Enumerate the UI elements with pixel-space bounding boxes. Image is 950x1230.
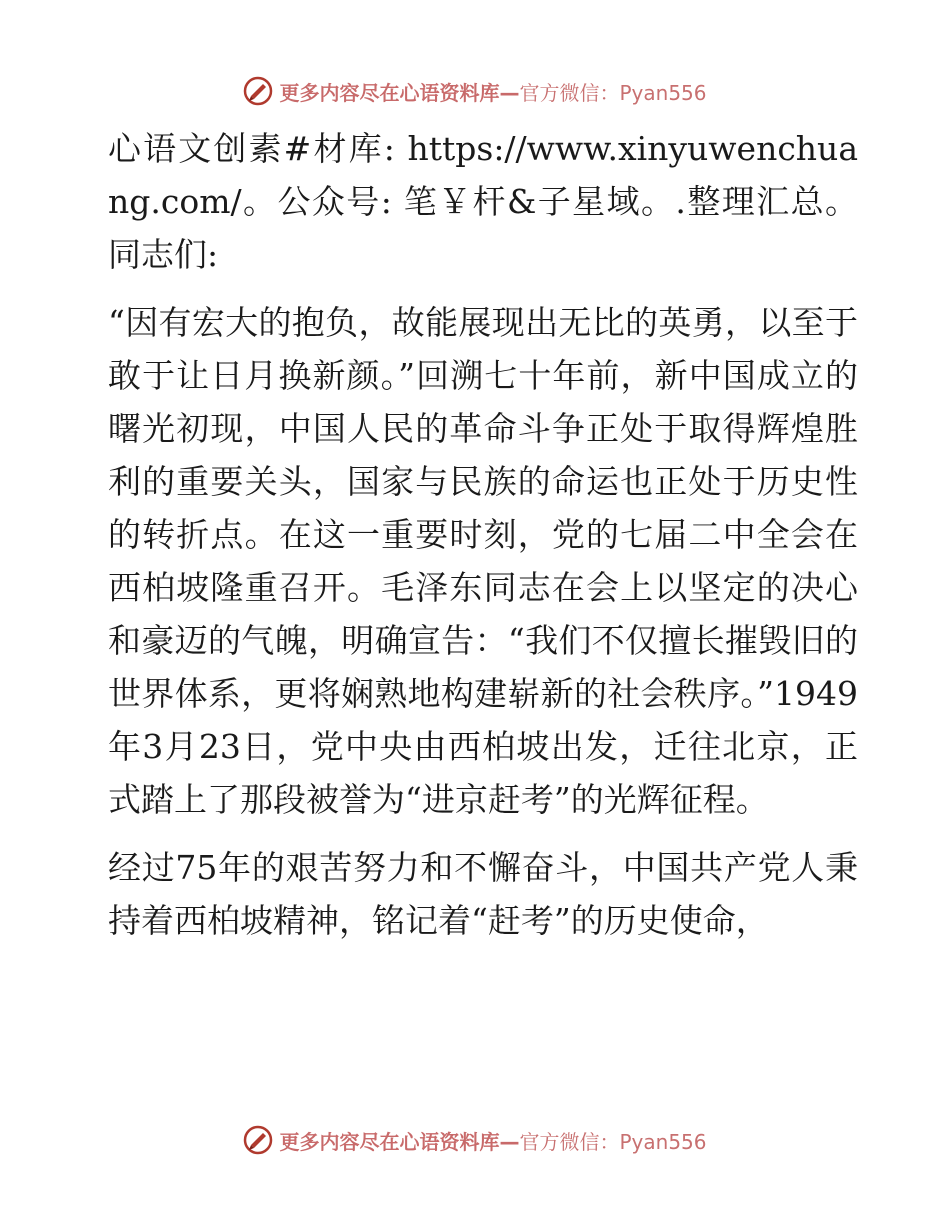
banner-dash: — <box>499 1129 520 1154</box>
pen-logo-icon <box>243 1125 273 1155</box>
banner-wechat-label: 官方微信： <box>519 1129 620 1154</box>
paragraph-continuation: 经过75年的艰苦努力和不懈奋斗，中国共产党人秉持着西柏坡精神，铭记着“赶考”的历史使命， <box>108 848 858 940</box>
document-body <box>98 122 858 947</box>
paragraph-main: “因有宏大的抱负，故能展现出无比的英勇，以至于敢于让日月换新颜。”回溯七十年前，新中国成立的曙光初现，中国人民的革命斗争正处于取得辉煌胜利的重要关头，国家与民族的命运也正处于历史性的转折点。在这一重要时刻，党的七届二中全会在西柏坡隆重召开。毛泽东同志在会上以坚定的决心和豪迈的气魄，明确宣告：“我们不仅擅长摧毁旧的世界体系，更将娴熟地构建崭新的社会秩序。”1949年3月23日，党中央由西柏坡出发，迁往北京，正式踏上了那段被誉为“进京赶考”的光辉征程。 <box>108 303 858 819</box>
footer-banner <box>0 1120 950 1160</box>
paragraph-intro: 心语文创素#材库: https://www.xinyuwenchuang.com/。公众号: 笔￥杆&子星域。.整理汇总。同志们: <box>108 129 858 274</box>
footer-banner-text <box>279 1126 706 1155</box>
banner-dash: — <box>499 80 520 105</box>
banner-wechat-id: Pyan556 <box>619 80 707 105</box>
banner-wechat-id: Pyan556 <box>619 1129 707 1154</box>
pen-logo-icon <box>243 76 273 106</box>
header-banner <box>0 71 950 111</box>
banner-title: 更多内容尽在心语资料库 <box>279 80 500 105</box>
banner-wechat-label: 官方微信： <box>519 80 620 105</box>
header-banner-text <box>279 77 706 106</box>
banner-title: 更多内容尽在心语资料库 <box>279 1129 500 1154</box>
